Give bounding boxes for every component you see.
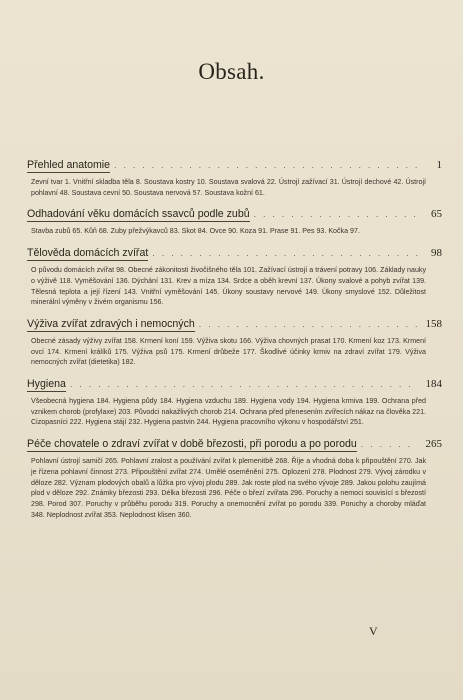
section-page-number: 1 <box>436 159 442 171</box>
section-title: Péče chovatele o zdraví zvířat v době březosti, při porodu a po porodu <box>27 438 357 451</box>
leader-dots <box>199 318 418 331</box>
section-title: Tělověda domácích zvířat <box>27 247 149 260</box>
section-title: Hygiena <box>27 378 66 391</box>
leader-dots <box>361 438 418 451</box>
toc-entry[interactable] <box>27 378 442 392</box>
toc-section-telovada <box>27 247 442 308</box>
toc-entry[interactable] <box>27 318 442 332</box>
section-title: Výživa zvířat zdravých i nemocných <box>27 317 195 330</box>
section-subtopics: Obecné zásady výživy zvířat 158. Krmení koní 159. Výživa skotu 166. Výživa chovných prasat 170. Krmení koz 173. Krmení ovcí 174. Krmení králíků 175. Výživa psů 175. Krmení drůbeže 177. Škodlivé účinky krmiv na zdraví zvířat 179. Výživa nemocných zvířat (dietetika) 182. <box>31 336 426 367</box>
section-subtopics: Stavba zubů 65. Kůň 68. Zuby přežvýkavců 83. Skot 84. Ovce 90. Koza 91. Prase 91. Pes 93. Kočka 97. <box>31 227 360 236</box>
toc-section-hygiena <box>27 378 442 428</box>
toc-entry[interactable] <box>27 247 442 261</box>
section-title: Přehled anatomie <box>27 159 111 171</box>
section-subtopics: Všeobecná hygiena 184. Hygiena půdy 184. Hygiena vzduchu 189. Hygiena vody 194. Hygiena krmiva 199. Ochrana před vznikem chorob (profylaxe) 203. Původci nakažlivých chorob 214. Ochrana před přenesením zvířecích nákaz na člověka 221. Cizopasníci 222. Hygiena stájí 232. Hygiena pastvin 244. Hygiena pracovního výkonu v hospodářství 251. <box>31 397 426 427</box>
section-subtopics: O původu domácích zvířat 98. Obecné zákonitosti živočišného těla 101. Zažívací ústrojí a trávení potravy 106. Základy nauky o výživě 118. Vyměšování 136. Dýchání 131. Krev a míza 134. Srdce a oběh krevní 137. Úkony svalové a pohyb zvířat 139. Tělesná teplota a její řízení 143. Vnitřní vyměšování 145. Úkony soustavy nervové 149. Úkony smyslové 152. Důležitost minerální výměny v živém organismu 156. <box>31 266 426 307</box>
leader-dots <box>114 159 418 172</box>
toc-section-anatomie <box>27 159 442 198</box>
leader-dots <box>70 378 418 391</box>
leader-dots <box>254 208 418 221</box>
toc-section-pece <box>27 438 442 520</box>
section-page-number: 98 <box>431 247 442 260</box>
page-folio: V <box>369 624 378 638</box>
leader-dots <box>152 247 418 260</box>
section-page-number: 184 <box>425 378 442 391</box>
toc-entry[interactable] <box>27 208 442 222</box>
section-page-number: 265 <box>425 438 442 451</box>
toc-section-odhadovani <box>27 208 442 237</box>
section-page-number: 65 <box>431 208 442 221</box>
section-subtopics: Pohlavní ústrojí samičí 265. Pohlavní zralost a používání zvířat k plemenitbě 268. Říje a vhodná doba k připouštění 270. Jak je řízena pohlavní činnost 273. Připouštění zvířat 274. Umělé oseměnění 275. Oplození 278. Plodnost 279. Vývoj zárodku v děloze 282. Význam plodových obalů a lůžka pro vývoj plodu 289. Jak roste plod na svého vývoje 289. Jakou polohu zaujímá plod v děloze 292. Známky březosti 293. Délka březosti 296. Péče o březí zvířata 296. Poruchy a nemoci souvisící s březostí 298. Porod 307. Poruchy v průběhu porodu 319. Poruchy a onemocnění zvířat po porodu 339. Poruchy a choroby mláďat 348. Neplodnost zvířat 353. Neplodnost klisen 360. <box>31 457 426 519</box>
section-subtopics: Zevní tvar 1. Vnitřní skladba těla 8. Soustava kostry 10. Soustava svalová 22. Ústrojí zažívací 31. Ústrojí dechové 42. Ústrojí pohlavní 48. Soustava cevní 50. Soustava nervová 57. Soustava kožní 61. <box>31 178 426 197</box>
page-title: Obsah. <box>198 59 265 84</box>
section-page-number: 158 <box>425 317 442 330</box>
toc-entry[interactable] <box>27 159 442 173</box>
section-title: Odhadování věku domácích ssavců podle zubů <box>27 208 250 221</box>
toc-entry[interactable] <box>27 438 442 452</box>
toc-section-vyziva <box>27 318 442 368</box>
table-of-contents <box>27 159 442 520</box>
